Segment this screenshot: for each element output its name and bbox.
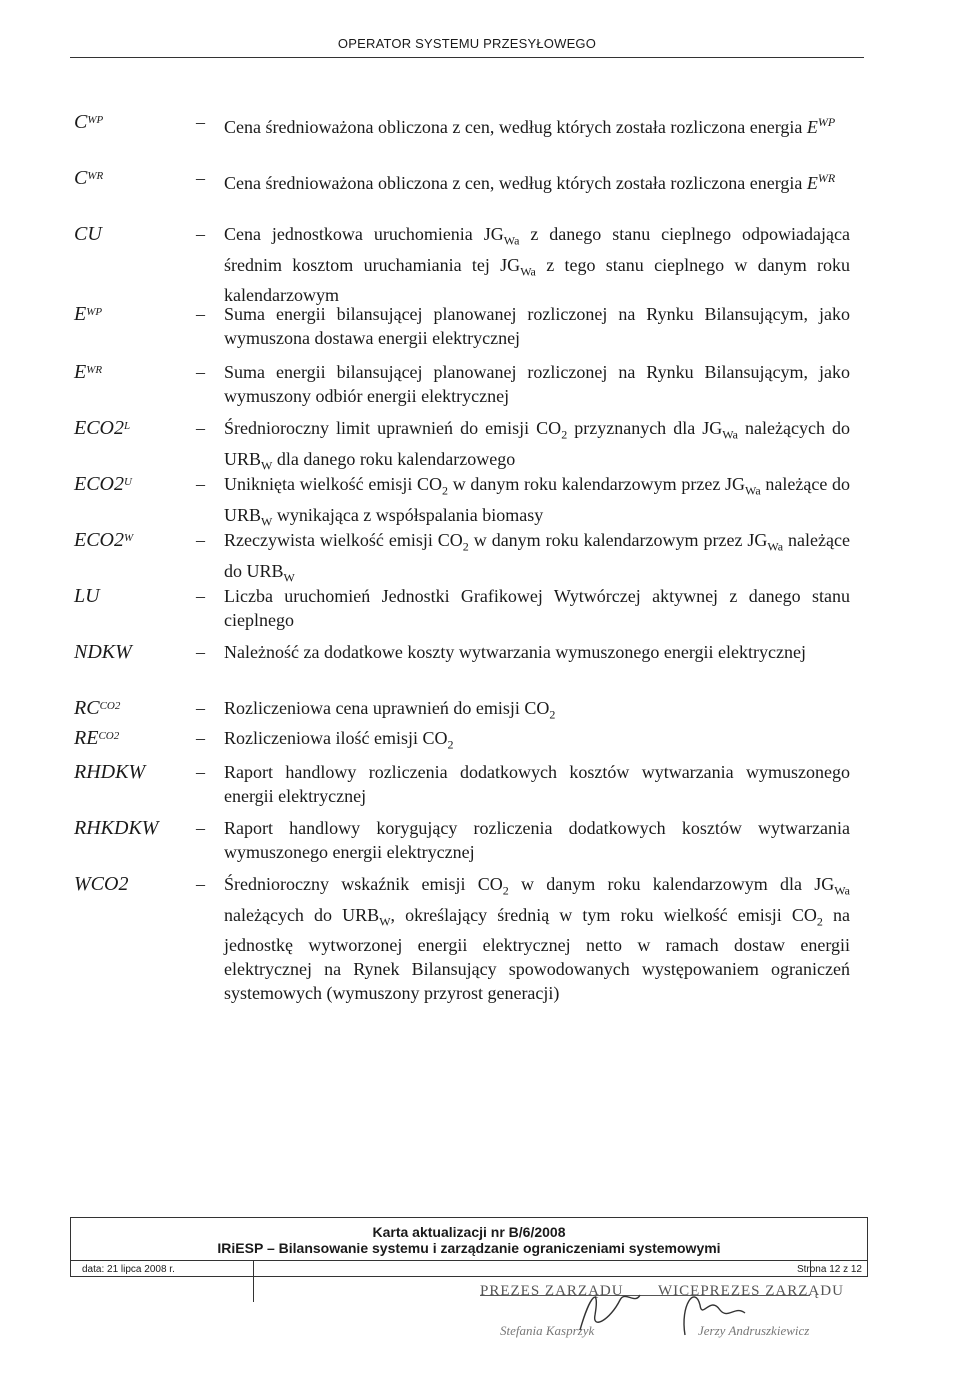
signatory-right: Jerzy Andruszkiewicz [698,1323,810,1338]
header-title: OPERATOR SYSTEMU PRZESYŁOWEGO [337,36,597,51]
definition-symbol: $E^{WR}$ [74,361,103,383]
definition-symbol: NDKW [74,641,132,663]
definition-text: Raport handlowy korygujący rozliczenia dodatkowych kosztów wytwarzania wymuszonego energii elektrycznej [224,818,850,862]
definition-text: Średnioroczny wskaźnik emisji $CO_2$ w danym roku kalendarzowym dla $JG_{Wa}$ należących do $URB_W$, określający średnią w tym roku wielkość emisji $CO_2$ na jednostkę wytworzonej energii elektrycznej netto w ramach dostaw energii elektrycznej na Rynek Bilansujący spowodowanych występowaniem ograniczeń systemowych (wymuszony przyrost generacji) [224,874,850,1004]
definition-text: Rzeczywista wielkość emisji $CO_2$ w danym roku kalendarzowym przez $JG_{Wa}$ należące do $URB_W$ [224,530,850,585]
definition-symbol: RHKDKW [74,817,159,839]
definition-text: Cena średnioważona obliczona z cen, według których została rozliczona energia $E^{WP}$ [224,115,836,137]
definition-text: Średnioroczny limit uprawnień do emisji $CO_2$ przyznanych dla $JG_{Wa}$ należących do $URB_W$ dla danego roku kalendarzowego [224,418,851,473]
document-title: IRiESP – Bilansowanie systemu i zarządzanie ograniczeniami systemowymi [217,1240,721,1256]
definition-text: Cena średnioważona obliczona z cen, według których została rozliczona energia $E^{WR}$ [224,171,836,193]
definition-symbol: $RE^{CO2}$ [74,727,120,749]
definition-text: Suma energii bilansującej planowanej rozliczonej na Rynku Bilansującym, jako wymuszona dostawa energii elektrycznej [224,304,850,348]
definition-symbol: $C^{WR}$ [74,167,104,189]
signature-stamps [470,1275,870,1345]
definition-symbol: $ECO2^L$ [74,417,131,439]
definition-text: Uniknięta wielkość emisji $CO_2$ w danym roku kalendarzowym przez $JG_{Wa}$ należące do $URB_W$ wynikająca z współspalania biomasy [224,474,851,529]
page-number: Strona 12 z 12 [796,1264,862,1275]
update-card-title: Karta aktualizacji nr B/6/2008 [372,1224,566,1240]
definition-symbol: $C^{WP}$ [74,111,104,133]
stamp-vice-president: WICEPREZES ZARZĄDU [658,1283,844,1299]
definition-text: Cena jednostkowa uruchomienia $JG_{Wa}$ z danego stanu cieplnego odpowiadająca średnim kosztom uruchamiania tej $JG_{Wa}$ z tego stanu cieplnego w danym roku kalendarzowym [224,224,851,306]
definition-symbol: CU [74,223,102,245]
definition-text: Rozliczeniowa cena uprawnień do emisji $CO_2$ [224,698,556,722]
definition-symbol: RHDKW [74,761,146,783]
definition-symbol: $E^{WP}$ [74,303,103,325]
definition-symbol: WCO2 [74,873,129,895]
definition-text: Suma energii bilansującej planowanej rozliczonej na Rynku Bilansującym, jako wymuszony odbiór energii elektrycznej [224,362,850,406]
footer-title-box [70,1217,868,1261]
page-footer [70,1217,868,1342]
definition-symbol: $ECO2^W$ [74,529,134,551]
definition-text: Rozliczeniowa ilość emisji $CO_2$ [224,728,454,752]
definition-symbol: LU [74,585,100,607]
definition-text: Liczba uruchomień Jednostki Grafikowej Wytwórczej aktywnej z danego stanu cieplnego [224,586,850,630]
signatory-left: Stefania Kasprzyk [500,1323,595,1338]
header-rule [70,57,864,58]
definition-symbol: $RC^{CO2}$ [74,697,121,719]
footer-date: data: 21 lipca 2008 r. [82,1264,175,1275]
definition-symbol: $ECO2^U$ [74,473,132,495]
stamp-president: PREZES ZARZĄDU [480,1283,624,1299]
definition-text: Raport handlowy rozliczenia dodatkowych kosztów wytwarzania wymuszonego energii elektrycznej [224,762,850,806]
definition-text: Należność za dodatkowe koszty wytwarzania wymuszonego energii elektrycznej [224,642,806,662]
